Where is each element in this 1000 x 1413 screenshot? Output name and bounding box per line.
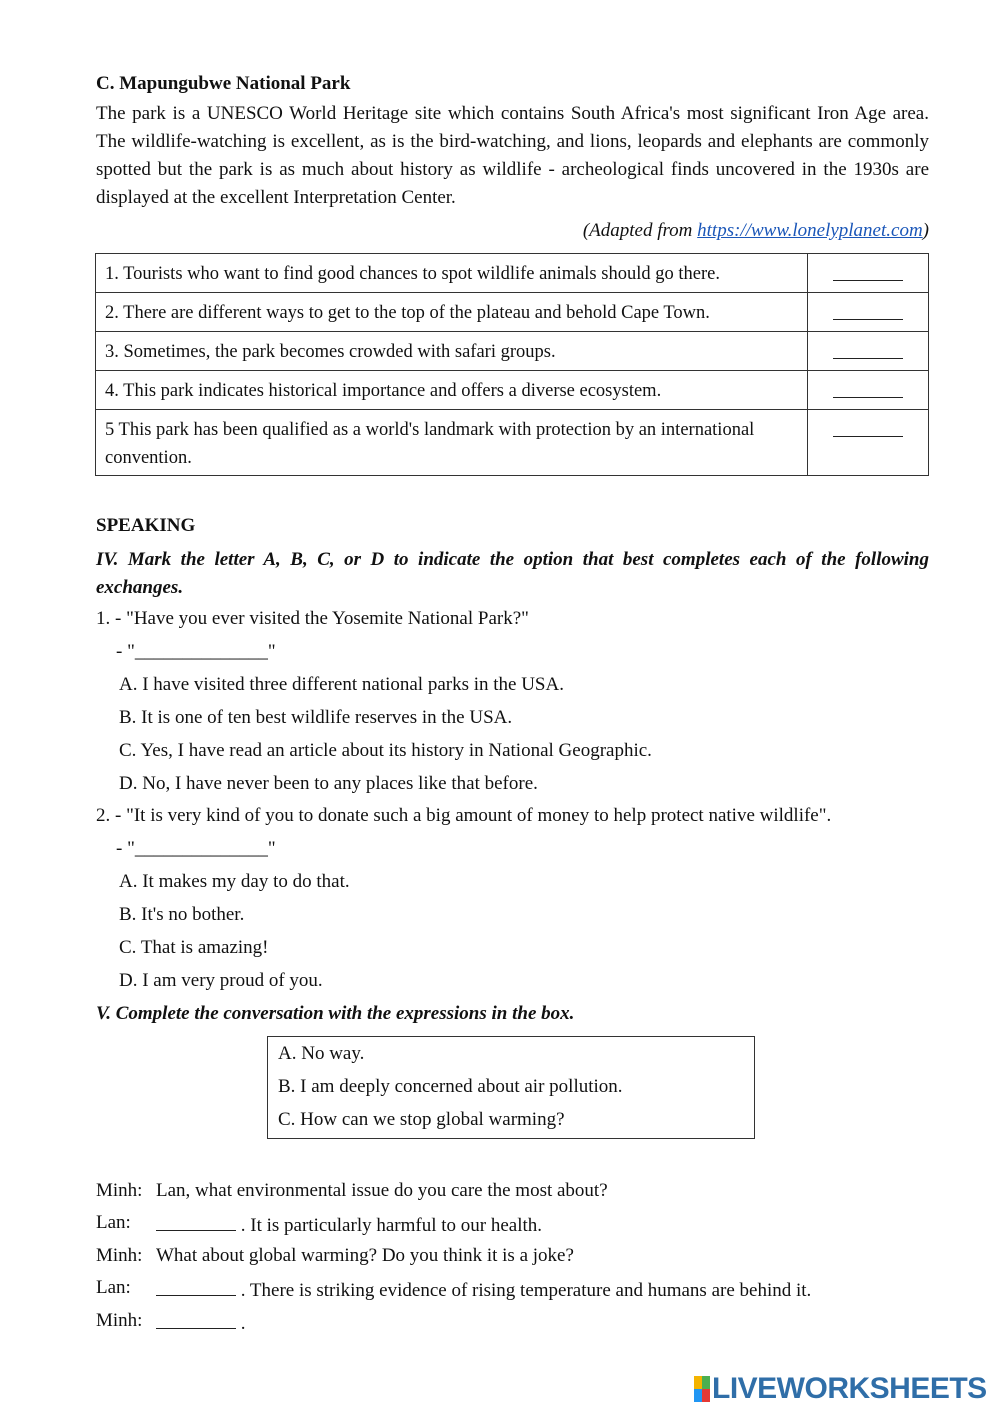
q2-option-d[interactable]: D. I am very proud of you.: [119, 970, 323, 991]
dialogue-line: [156, 1277, 811, 1302]
dialogue-line: What about global warming? Do you think it is a joke?: [156, 1245, 574, 1266]
logo-square: [702, 1376, 710, 1389]
statement-text: 2. There are different ways to get to the top of the plateau and behold Cape Town.: [96, 293, 808, 332]
statement-text: 1. Tourists who want to find good chances to spot wildlife animals should go there.: [96, 254, 808, 293]
dialogue-blank[interactable]: [156, 1310, 236, 1329]
source-citation: [583, 220, 929, 242]
logo-square: [694, 1376, 702, 1389]
statement-text: 5 This park has been qualified as a world's landmark with protection by an international convention.: [96, 410, 808, 476]
q1-reply-blank[interactable]: - "______________": [116, 641, 276, 662]
q1-prompt: 1. - "Have you ever visited the Yosemite National Park?": [96, 608, 529, 629]
q2-option-a[interactable]: A. It makes my day to do that.: [119, 871, 350, 892]
table-row: [96, 293, 929, 332]
logo-text: LIVEWORKSHEETS: [712, 1372, 987, 1405]
q2-prompt: 2. - "It is very kind of you to donate such a big amount of money to help protect native wildlife".: [96, 805, 832, 826]
q2-reply-blank[interactable]: - "______________": [116, 838, 276, 859]
instruction-iv: IV. Mark the letter A, B, C, or D to indicate the option that best completes each of the following exchanges.: [96, 549, 929, 598]
answer-cell: [808, 371, 929, 410]
source-suffix: ): [922, 220, 929, 241]
q1-option-b[interactable]: B. It is one of ten best wildlife reserves in the USA.: [119, 707, 513, 728]
q1-option-a[interactable]: A. I have visited three different national parks in the USA.: [119, 674, 564, 695]
logo-square: [702, 1389, 710, 1402]
instruction-v: V. Complete the conversation with the expressions in the box.: [96, 1003, 575, 1024]
dialogue-line: [156, 1212, 542, 1237]
section-paragraph: The park is a UNESCO World Heritage site which contains South Africa's most significant Iron Age area. The wildlife-watching is excellent, as is the bird-watching, and lions, leopards and elephants are commonly spotted but the park is as much about history as wildlife - archeological finds uncovered in the 1930s are displayed at the excellent Interpretation Center.: [96, 103, 929, 208]
expression-c: C. How can we stop global warming?: [278, 1109, 565, 1130]
dialogue-speaker: Minh:: [96, 1245, 143, 1266]
answer-cell: [808, 254, 929, 293]
answer-blank[interactable]: [833, 338, 903, 359]
answer-cell: [808, 293, 929, 332]
dialogue-speaker: Lan:: [96, 1212, 131, 1233]
q2-option-c[interactable]: C. That is amazing!: [119, 937, 269, 958]
q1-option-c[interactable]: C. Yes, I have read an article about its history in National Geographic.: [119, 740, 652, 761]
source-link[interactable]: https://www.lonelyplanet.com: [697, 220, 923, 241]
expression-a: A. No way.: [278, 1043, 365, 1064]
logo-icon: [694, 1376, 710, 1402]
statement-text: 3. Sometimes, the park becomes crowded with safari groups.: [96, 332, 808, 371]
statement-text: 4. This park indicates historical importance and offers a diverse ecosystem.: [96, 371, 808, 410]
answer-blank[interactable]: [833, 416, 903, 437]
liveworksheets-logo: [694, 1374, 987, 1404]
dialogue-text: . There is striking evidence of rising temperature and humans are behind it.: [236, 1280, 812, 1301]
q2-option-b[interactable]: B. It's no bother.: [119, 904, 245, 925]
table-row: [96, 254, 929, 293]
table-row: [96, 371, 929, 410]
dialogue-text: . It is particularly harmful to our health.: [236, 1215, 543, 1236]
dialogue-blank[interactable]: [156, 1212, 236, 1231]
logo-square: [694, 1389, 702, 1402]
statements-table: [95, 253, 929, 476]
dialogue-blank[interactable]: [156, 1277, 236, 1296]
dialogue-text: .: [236, 1313, 246, 1334]
answer-blank[interactable]: [833, 299, 903, 320]
section-title: C. Mapungubwe National Park: [96, 73, 351, 94]
table-row: [96, 410, 929, 476]
q1-option-d[interactable]: D. No, I have never been to any places like that before.: [119, 773, 538, 794]
answer-cell: [808, 332, 929, 371]
dialogue-speaker: Minh:: [96, 1180, 143, 1201]
expression-box: [267, 1036, 755, 1139]
table-row: [96, 332, 929, 371]
answer-cell: [808, 410, 929, 476]
dialogue-speaker: Minh:: [96, 1310, 143, 1331]
dialogue-speaker: Lan:: [96, 1277, 131, 1298]
answer-blank[interactable]: [833, 260, 903, 281]
answer-blank[interactable]: [833, 377, 903, 398]
dialogue-line: [156, 1310, 246, 1335]
expression-b: B. I am deeply concerned about air pollution.: [278, 1076, 623, 1097]
speaking-heading: SPEAKING: [96, 515, 196, 536]
dialogue-line: Lan, what environmental issue do you care the most about?: [156, 1180, 608, 1201]
source-prefix: (Adapted from: [582, 220, 698, 241]
